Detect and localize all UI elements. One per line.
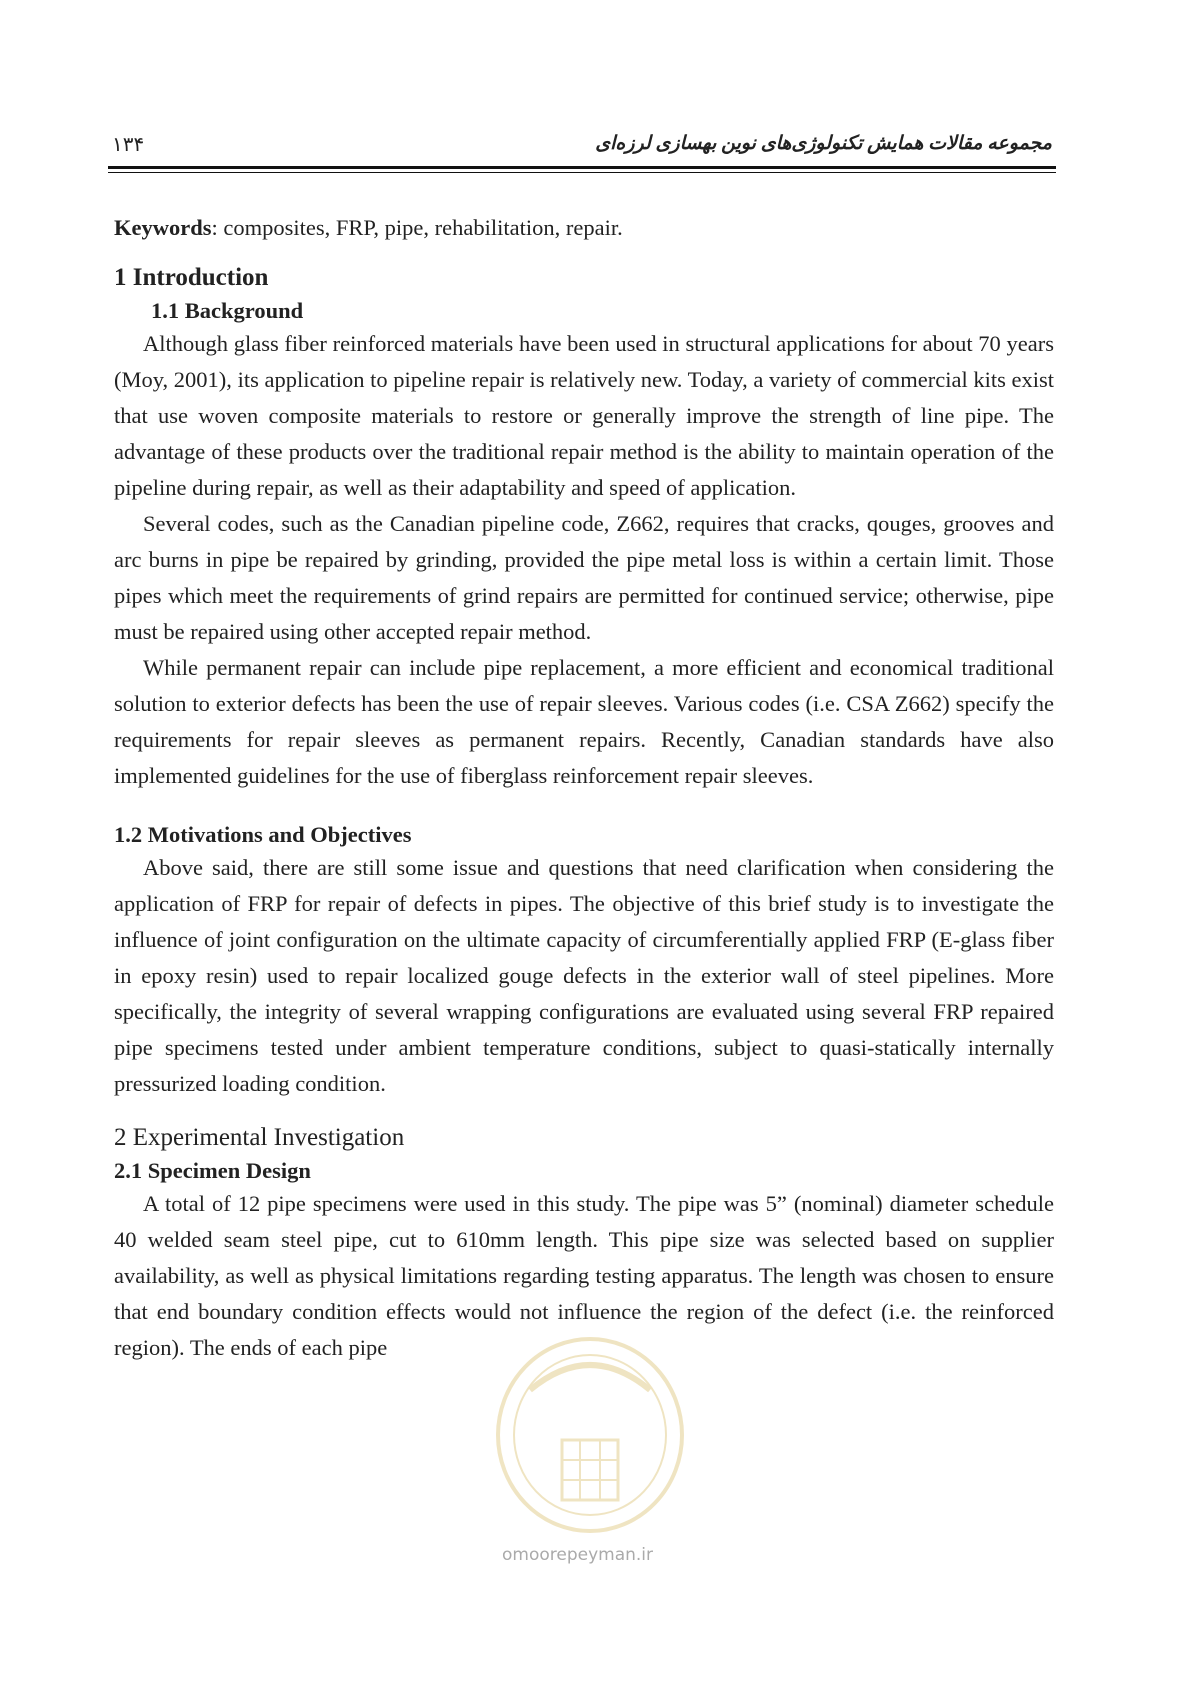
keywords-line (114, 210, 1054, 246)
section-1-title: 1 Introduction (114, 264, 269, 291)
header-rule-thin (108, 172, 1056, 173)
section-2-title: 2 Experimental Investigation (114, 1124, 405, 1151)
paper-body (114, 210, 1054, 1366)
section-2-1-title: 2.1 Specimen Design (114, 1158, 311, 1183)
keywords-label: Keywords (114, 215, 212, 240)
header-rule-thick (108, 166, 1056, 169)
keywords-text: : composites, FRP, pipe, rehabilitation, repair. (211, 215, 623, 240)
journal-title: مجموعه مقالات همایش تکنولوژی‌های نوین بهسازی لرزه‌ای (595, 133, 1052, 154)
paragraph: Several codes, such as the Canadian pipeline code, Z662, requires that cracks, qouges, grooves and arc burns in pipe be repaired by grinding, provided the pipe metal loss is within a certain limit. Those pipes which meet the requirements of grind repairs are permitted for continued service; otherwise, pipe must be repaired using other accepted repair method. (114, 511, 1054, 644)
section-1-1-title: 1.1 Background (151, 298, 304, 323)
watermark-url: omoorepeyman.ir (502, 1545, 654, 1565)
running-header (108, 128, 1056, 168)
page-number: ۱۳۴ (112, 134, 145, 156)
paragraph: A total of 12 pipe specimens were used in this study. The pipe was 5” (nominal) diameter schedule 40 welded seam steel pipe, cut to 610mm length. This pipe size was selected based on supplier availability, as well as physical limitations regarding testing apparatus. The length was chosen to ensure that end boundary condition effects would not influence the region of the defect (i.e. the reinforced region). The ends of each pipe (114, 1191, 1054, 1360)
paragraph: Above said, there are still some issue and questions that need clarification when considering the application of FRP for repair of defects in pipes. The objective of this brief study is to investigate the influence of joint configuration on the ultimate capacity of circumferentially applied FRP (E-glass fiber in epoxy resin) used to repair localized gouge defects in the exterior wall of steel pipelines. More specifically, the integrity of several wrapping configurations are evaluated using several FRP repaired pipe specimens tested under ambient temperature conditions, subject to quasi-statically internally pressurized loading condition. (114, 855, 1054, 1096)
paragraph: While permanent repair can include pipe replacement, a more efficient and economical traditional solution to exterior defects has been the use of repair sleeves. Various codes (i.e. CSA Z662) specify the requirements for repair sleeves as permanent repairs. Recently, Canadian standards have also implemented guidelines for the use of fiberglass reinforcement repair sleeves. (114, 655, 1054, 788)
paragraph: Although glass fiber reinforced materials have been used in structural applications for about 70 years (Moy, 2001), its application to pipeline repair is relatively new. Today, a variety of commercial kits exist that use woven composite materials to restore or generally improve the strength of line pipe. The advantage of these products over the traditional repair method is the ability to maintain operation of the pipeline during repair, as well as their adaptability and speed of application. (114, 331, 1054, 500)
section-1-2-title: 1.2 Motivations and Objectives (114, 822, 412, 847)
